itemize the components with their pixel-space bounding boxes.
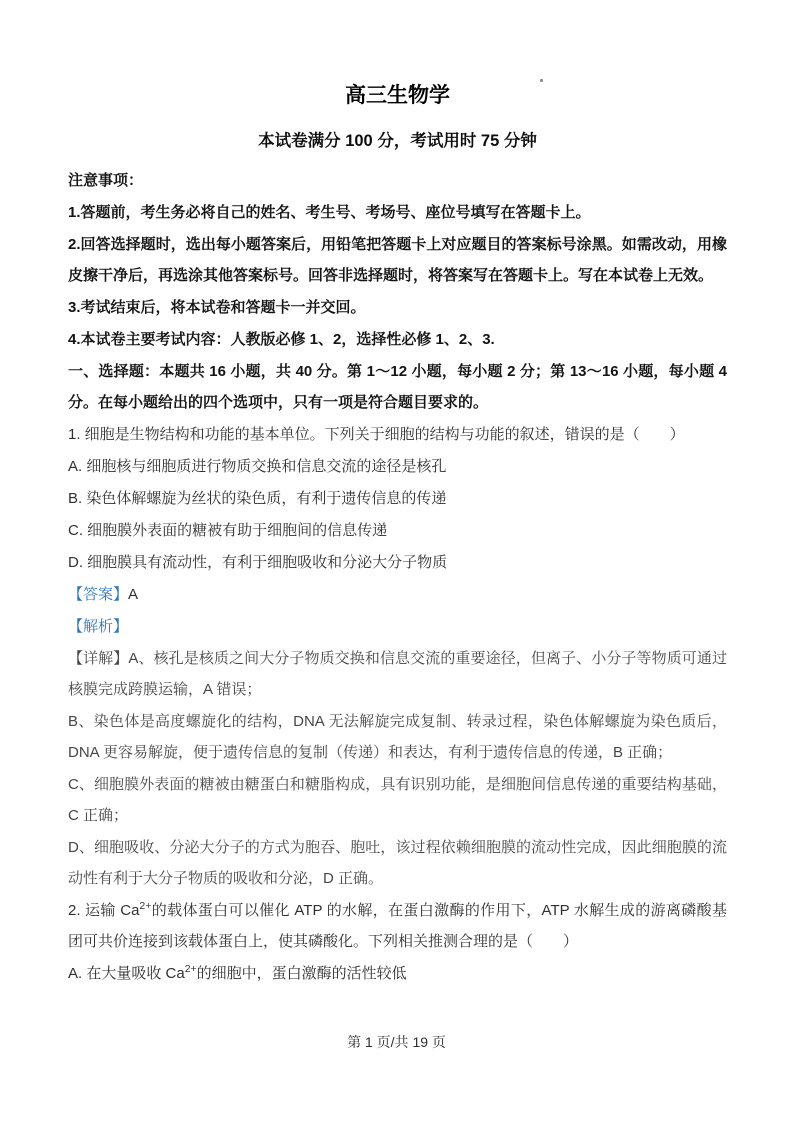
detail-paragraph-d: D、细胞吸收、分泌大分子的方式为胞吞、胞吐，该过程依赖细胞膜的流动性完成，因此细胞膜的流动性有利于大分子物质的吸收和分泌，D 正确。: [68, 839, 727, 887]
question-1-option-d: D. 细胞膜具有流动性，有利于细胞吸收和分泌大分子物质: [68, 554, 448, 571]
superscript-2plus: 2+: [139, 900, 152, 912]
exam-info: 本试卷满分 100 分，考试用时 75 分钟: [258, 132, 537, 150]
notice-heading: 注意事项：: [68, 172, 144, 189]
question-1-option-b: B. 染色体解螺旋为丝状的染色质，有利于遗传信息的传递: [68, 490, 447, 507]
question-2-option-a-text-2: 的细胞中，蛋白激酶的活性较低: [196, 965, 407, 982]
notice-item-1: 1.答题前，考生务必将自己的姓名、考生号、考场号、座位号填写在答题卡上。: [68, 204, 591, 221]
stray-mark: [540, 79, 543, 82]
answer-label: 【答案】: [68, 586, 129, 603]
notice-item-3: 3.考试结束后，将本试卷和答题卡一并交回。: [68, 299, 366, 316]
detail-paragraph-b: B、染色体是高度螺旋化的结构，DNA 无法解旋完成复制、转录过程，染色体解螺旋为染色质后，DNA 更容易解旋，便于遗传信息的复制（传递）和表达，有利于遗传信息的传递，B 正确；: [68, 713, 727, 761]
answer-value: A: [128, 586, 139, 603]
notice-item-2: 2.回答选择题时，选出每小题答案后，用铅笔把答题卡上对应题目的答案标号涂黑。如需改动，用橡皮擦干净后，再选涂其他答案标号。回答非选择题时，将答案写在答题卡上。写在本试卷上无效。: [68, 236, 727, 284]
question-2-stem-text-2: 的载体蛋白可以催化 ATP 的水解，在蛋白激酶的作用下，ATP 水解生成的游离磷酸基团可共价连接到该载体蛋白上，使其磷酸化。下列相关推测合理的是（ ）: [68, 902, 727, 950]
detail-paragraph-c: C、细胞膜外表面的糖被由糖蛋白和糖脂构成，具有识别功能，是细胞间信息传递的重要结构基础，C 正确；: [68, 776, 727, 824]
question-2-option-a: [68, 958, 727, 989]
question-2-stem: [68, 895, 727, 957]
section-header: 一、选择题：本题共 16 小题，共 40 分。第 1～12 小题，每小题 2 分；第 13～16 小题，每小题 4 分。在每小题给出的四个选项中，只有一项是符合题目要求的。: [68, 363, 727, 411]
question-1-stem: 1. 细胞是生物结构和功能的基本单位。下列关于细胞的结构与功能的叙述，错误的是（ ）: [68, 426, 685, 443]
detail-paragraph-a: [68, 643, 727, 705]
detail-label: 【详解】: [68, 650, 129, 667]
detail-text-a: A、核孔是核质之间大分子物质交换和信息交流的重要途径，但离子、小分子等物质可通过核膜完成跨膜运输，A 错误；: [68, 650, 727, 698]
superscript-2plus: 2+: [184, 963, 197, 975]
notice-section: [68, 165, 727, 418]
answer-line: [68, 579, 727, 610]
question-2-option-a-text-1: A. 在大量吸收 Ca: [68, 965, 185, 982]
question-2-stem-text-1: 2. 运输 Ca: [68, 902, 140, 919]
question-1-option-a: A. 细胞核与细胞质进行物质交换和信息交流的途径是核孔: [68, 458, 447, 475]
analysis-line: [68, 611, 727, 642]
notice-item-4: 4.本试卷主要考试内容：人教版必修 1、2，选择性必修 1、2、3.: [68, 331, 495, 348]
page-title: 高三生物学: [345, 84, 450, 107]
analysis-label: 【解析】: [68, 618, 129, 635]
page-number: 第 1 页/共 19 页: [347, 1034, 446, 1050]
question-2: [68, 895, 727, 989]
question-1: [68, 419, 727, 894]
question-1-option-c: C. 细胞膜外表面的糖被有助于细胞间的信息传递: [68, 522, 388, 539]
